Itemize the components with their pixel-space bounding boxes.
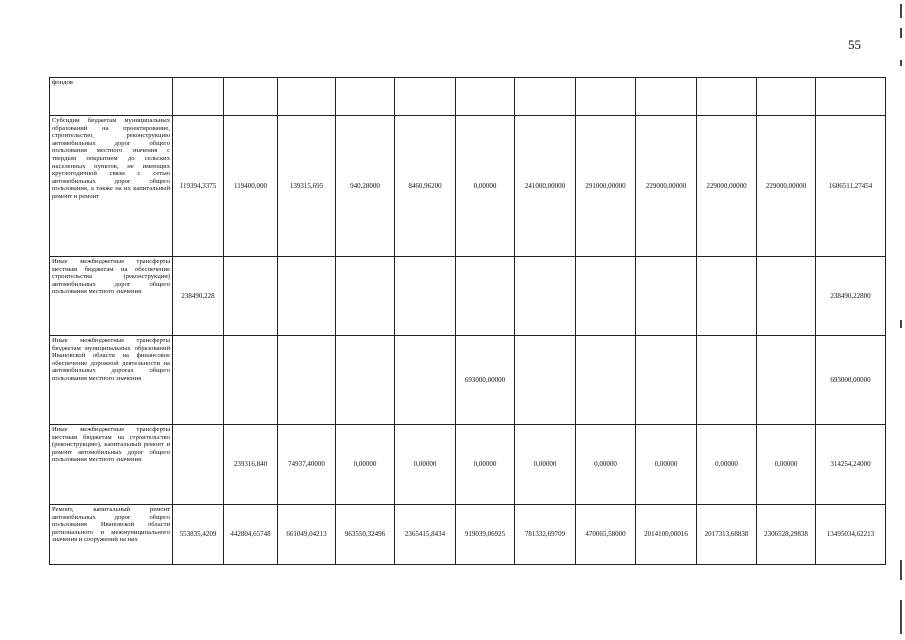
value-cell: 963550,32496 (336, 505, 395, 565)
total-cell: 238490,22800 (816, 257, 886, 336)
row-label: фондов (50, 78, 173, 116)
value-cell: 229000,00000 (636, 116, 697, 257)
value-cell (336, 336, 395, 425)
total-cell: 693000,00000 (816, 336, 886, 425)
value-cell (224, 78, 278, 116)
value-cell (515, 257, 576, 336)
value-cell (636, 257, 697, 336)
value-cell: 0,00000 (336, 425, 395, 505)
value-cell: 2017313,68838 (697, 505, 757, 565)
table-row (50, 78, 886, 116)
total-cell: 1606511,27454 (816, 116, 886, 257)
table-row (50, 257, 886, 336)
value-cell (224, 257, 278, 336)
value-cell: 2365415,8434 (395, 505, 456, 565)
value-cell: 239316,840 (224, 425, 278, 505)
budget-table-body (50, 78, 886, 565)
value-cell: 119394,3375 (173, 116, 224, 257)
value-cell: 2014100,00016 (636, 505, 697, 565)
total-cell: 314254,24000 (816, 425, 886, 505)
value-cell: 8460,96200 (395, 116, 456, 257)
value-cell: 0,00000 (395, 425, 456, 505)
value-cell (515, 78, 576, 116)
value-cell (395, 257, 456, 336)
value-cell (395, 78, 456, 116)
value-cell: 0,00000 (697, 425, 757, 505)
page-number: 55 (848, 37, 861, 52)
value-cell (576, 336, 636, 425)
value-cell: 781332,69709 (515, 505, 576, 565)
value-cell (636, 78, 697, 116)
value-cell (697, 336, 757, 425)
value-cell: 238490,228 (173, 257, 224, 336)
value-cell (173, 425, 224, 505)
value-cell: 0,00000 (456, 116, 515, 257)
value-cell: 661049,04213 (278, 505, 336, 565)
value-cell: 693000,00000 (456, 336, 515, 425)
value-cell: 229000,00000 (697, 116, 757, 257)
value-cell: 139315,695 (278, 116, 336, 257)
table-row (50, 336, 886, 425)
value-cell: 919039,06925 (456, 505, 515, 565)
value-cell: 442804,65748 (224, 505, 278, 565)
value-cell: 0,00000 (757, 425, 816, 505)
table-row (50, 505, 886, 565)
table-row (50, 116, 886, 257)
value-cell: 0,00000 (515, 425, 576, 505)
budget-table (49, 77, 886, 565)
value-cell: 0,00000 (636, 425, 697, 505)
scan-edge-marks (898, 0, 905, 640)
value-cell (395, 336, 456, 425)
value-cell: 119400,000 (224, 116, 278, 257)
value-cell (456, 78, 515, 116)
value-cell (336, 78, 395, 116)
value-cell: 0,00000 (576, 425, 636, 505)
value-cell (636, 336, 697, 425)
table-row (50, 425, 886, 505)
value-cell (515, 336, 576, 425)
value-cell (697, 78, 757, 116)
value-cell (336, 257, 395, 336)
value-cell (173, 336, 224, 425)
value-cell (278, 257, 336, 336)
value-cell: 74937,40000 (278, 425, 336, 505)
value-cell (278, 336, 336, 425)
value-cell (757, 336, 816, 425)
value-cell: 241000,00000 (515, 116, 576, 257)
value-cell (173, 78, 224, 116)
total-cell (816, 78, 886, 116)
row-label: Иные межбюджетные трансферты местным бюджетам на обеспечение строительства (реконструкции) автомобильных дорог общего пользования местного значения (50, 257, 173, 336)
value-cell: 470065,58000 (576, 505, 636, 565)
total-cell: 13495034,62213 (816, 505, 886, 565)
value-cell (576, 78, 636, 116)
row-label: Субсидии бюджетам муниципальных образований на проектирование, строительство, реконструкцию автомобильных дорог общего пользования местного значения с твердым покрытием до сельских населенных пунктов, не имеющих круглогодичной связи с сетью автомобильных дорог общего пользования, а также на их капитальный ремонт и ремонт (50, 116, 173, 257)
value-cell (697, 257, 757, 336)
value-cell: 0,00000 (456, 425, 515, 505)
row-label: Иные межбюджетные трансферты местным бюджетам на строительство (реконструкцию), капитальный ремонт и ремонт автомобильных дорог общего пользования местного значения (50, 425, 173, 505)
value-cell: 291000,00000 (576, 116, 636, 257)
value-cell (278, 78, 336, 116)
row-label: Ремонт, капитальный ремонт автомобильных дорог общего пользования Ивановской области регионального и межмуниципального значения и сооружений на них (50, 505, 173, 565)
value-cell: 229000,00000 (757, 116, 816, 257)
row-label: Иные межбюджетные трансферты бюджетам муниципальных образований Ивановской области на финансовое обеспечение дорожной деятельности на автомобильных дорогах общего пользования местного значения (50, 336, 173, 425)
value-cell: 553835,4209 (173, 505, 224, 565)
value-cell (576, 257, 636, 336)
value-cell (224, 336, 278, 425)
value-cell (757, 257, 816, 336)
value-cell (757, 78, 816, 116)
value-cell: 940,28000 (336, 116, 395, 257)
value-cell: 2306528,29838 (757, 505, 816, 565)
value-cell (456, 257, 515, 336)
